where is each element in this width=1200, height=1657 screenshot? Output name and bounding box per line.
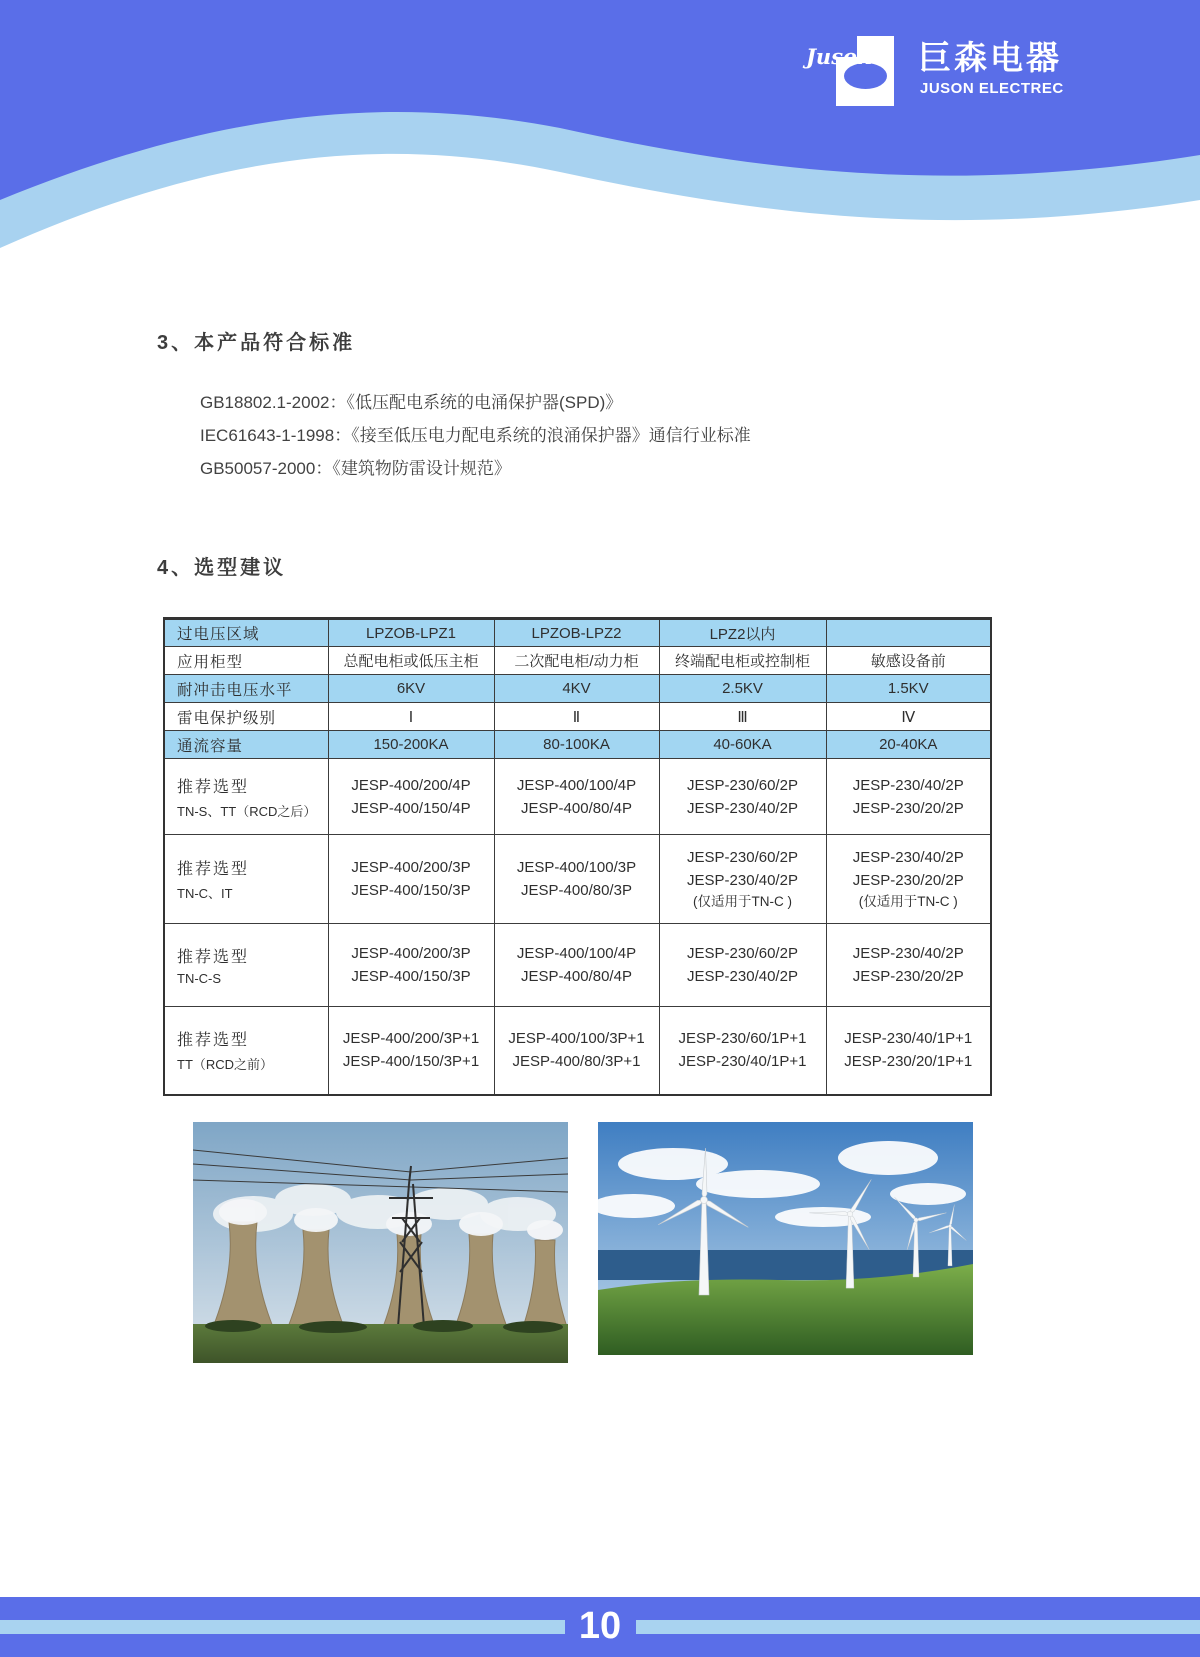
wind-turbines-photo [598, 1122, 973, 1355]
standard-item: GB50057-2000：《建筑物防雷设计规范》 [200, 459, 511, 478]
table-row [164, 924, 991, 1007]
table-row [164, 1007, 991, 1095]
model-line: JESP-400/80/4P [521, 968, 632, 985]
spec-cell: 总配电柜或低压主柜 [328, 647, 494, 675]
model-note: (仅适用于TN-C ) [858, 894, 958, 909]
model-cell [494, 924, 659, 1007]
spec-cell: 6KV [328, 675, 494, 703]
table-row [164, 703, 991, 731]
section3-title: 3、本产品符合标准 [157, 332, 356, 354]
recommend-label-sub: TN-C-S [177, 971, 222, 986]
standard-item: GB18802.1-2002：《低压配电系统的电涌保护器(SPD)》 [200, 393, 623, 412]
model-line: JESP-230/60/1P+1 [678, 1030, 807, 1048]
section4-title: 4、选型建议 [157, 557, 287, 579]
table-row [164, 647, 991, 675]
model-line: JESP-400/100/3P+1 [508, 1030, 645, 1048]
model-line: JESP-400/150/3P [351, 968, 471, 985]
model-line: JESP-400/200/3P+1 [342, 1030, 480, 1048]
spec-cell: 终端配电柜或控制柜 [659, 647, 826, 675]
spec-cell [826, 619, 991, 647]
model-line: JESP-230/40/2P [852, 849, 964, 866]
model-line: JESP-400/80/3P+1 [512, 1053, 641, 1071]
model-line: JESP-400/200/3P [351, 945, 471, 962]
standard-item: IEC61643-1-1998：《接至低压电力配电系统的浪涌保护器》通信行业标准 [200, 426, 751, 445]
model-line: JESP-230/40/2P [687, 872, 798, 889]
model-line: JESP-400/200/4P [351, 776, 471, 794]
brand-logo [750, 30, 1170, 120]
recommend-label-title: 推荐选型 [177, 949, 250, 966]
model-line: JESP-230/20/2P [852, 968, 964, 985]
table-row [164, 731, 991, 759]
spec-cell: LPZOB-LPZ2 [494, 619, 659, 647]
model-line: JESP-230/60/2P [687, 776, 798, 794]
model-cell [659, 1007, 826, 1095]
spec-cell: 150-200KA [328, 731, 494, 759]
recommend-label-title: 推荐选型 [177, 778, 250, 796]
recommend-label-sub: TN-C、IT [177, 886, 233, 901]
model-line: JESP-230/40/2P [852, 776, 964, 794]
logo-script-text: Juson [806, 44, 873, 69]
model-cell [494, 1007, 659, 1095]
model-line: JESP-400/150/3P [351, 882, 471, 899]
table-row [164, 619, 991, 647]
model-line: JESP-400/150/3P+1 [342, 1053, 480, 1071]
model-cell [494, 759, 659, 835]
model-cell [659, 759, 826, 835]
model-line: JESP-230/60/2P [687, 849, 798, 866]
spec-cell: Ⅲ [659, 703, 826, 731]
spec-cell: 1.5KV [826, 675, 991, 703]
model-line: JESP-230/20/2P [852, 872, 964, 889]
model-line: JESP-400/150/4P [351, 799, 471, 817]
model-line: JESP-400/100/4P [516, 776, 637, 794]
model-line: JESP-230/40/1P+1 [844, 1030, 973, 1048]
spec-cell: 二次配电柜/动力柜 [494, 647, 659, 675]
model-line: JESP-230/40/2P [687, 799, 798, 817]
table-row [164, 759, 991, 835]
recommend-label [164, 835, 328, 924]
standards-list [200, 386, 751, 485]
footer-bar [0, 1597, 1200, 1657]
spec-label: 耐冲击电压水平 [164, 675, 328, 703]
model-line: JESP-400/80/3P [521, 882, 632, 899]
model-line: JESP-230/40/2P [687, 968, 798, 985]
model-cell [826, 1007, 991, 1095]
recommend-label-title: 推荐选型 [177, 861, 250, 878]
recommend-label-sub: TT（RCD之前） [177, 1057, 274, 1073]
recommend-label [164, 759, 328, 835]
recommend-label [164, 1007, 328, 1095]
model-cell [826, 924, 991, 1007]
table-row [164, 675, 991, 703]
spec-label: 过电压区域 [164, 619, 328, 647]
model-line: JESP-230/20/1P+1 [844, 1053, 973, 1071]
power-plant-photo [193, 1122, 568, 1363]
model-line: JESP-400/200/3P [351, 859, 471, 876]
spec-cell: Ⅱ [494, 703, 659, 731]
model-line: JESP-230/40/1P+1 [678, 1053, 807, 1071]
model-cell [659, 924, 826, 1007]
recommend-label-title: 推荐选型 [177, 1032, 250, 1050]
model-line: JESP-400/100/3P [516, 859, 637, 876]
model-line: JESP-400/80/4P [521, 799, 632, 817]
model-note: (仅适用于TN-C ) [693, 894, 792, 909]
model-cell [328, 759, 494, 835]
spec-cell: LPZ2以内 [659, 619, 826, 647]
model-cell [494, 835, 659, 924]
spec-cell: LPZOB-LPZ1 [328, 619, 494, 647]
model-line: JESP-230/20/2P [852, 799, 964, 817]
spec-cell: 2.5KV [659, 675, 826, 703]
spec-label: 应用柜型 [164, 647, 328, 675]
recommend-label [164, 924, 328, 1007]
brand-name-chinese: 巨森电器 [918, 39, 1062, 76]
spec-cell: Ⅳ [826, 703, 991, 731]
spec-cell: 4KV [494, 675, 659, 703]
model-cell [826, 759, 991, 835]
spec-label: 雷电保护级别 [164, 703, 328, 731]
model-cell [659, 835, 826, 924]
selection-table [163, 617, 992, 1096]
model-line: JESP-230/60/2P [687, 945, 798, 962]
page-number: 10 [578, 1605, 622, 1647]
spec-cell: 20-40KA [826, 731, 991, 759]
model-line: JESP-230/40/2P [852, 945, 964, 962]
model-cell [826, 835, 991, 924]
spec-cell: 40-60KA [659, 731, 826, 759]
table-row [164, 835, 991, 924]
spec-cell: 敏感设备前 [826, 647, 991, 675]
model-cell [328, 835, 494, 924]
model-line: JESP-400/100/4P [516, 945, 637, 962]
model-cell [328, 1007, 494, 1095]
spec-cell: Ⅰ [328, 703, 494, 731]
spec-label: 通流容量 [164, 731, 328, 759]
recommend-label-sub: TN-S、TT（RCD之后） [177, 803, 317, 819]
brand-name-english: JUSON ELECTREC [920, 80, 1064, 97]
model-cell [328, 924, 494, 1007]
spec-cell: 80-100KA [494, 731, 659, 759]
